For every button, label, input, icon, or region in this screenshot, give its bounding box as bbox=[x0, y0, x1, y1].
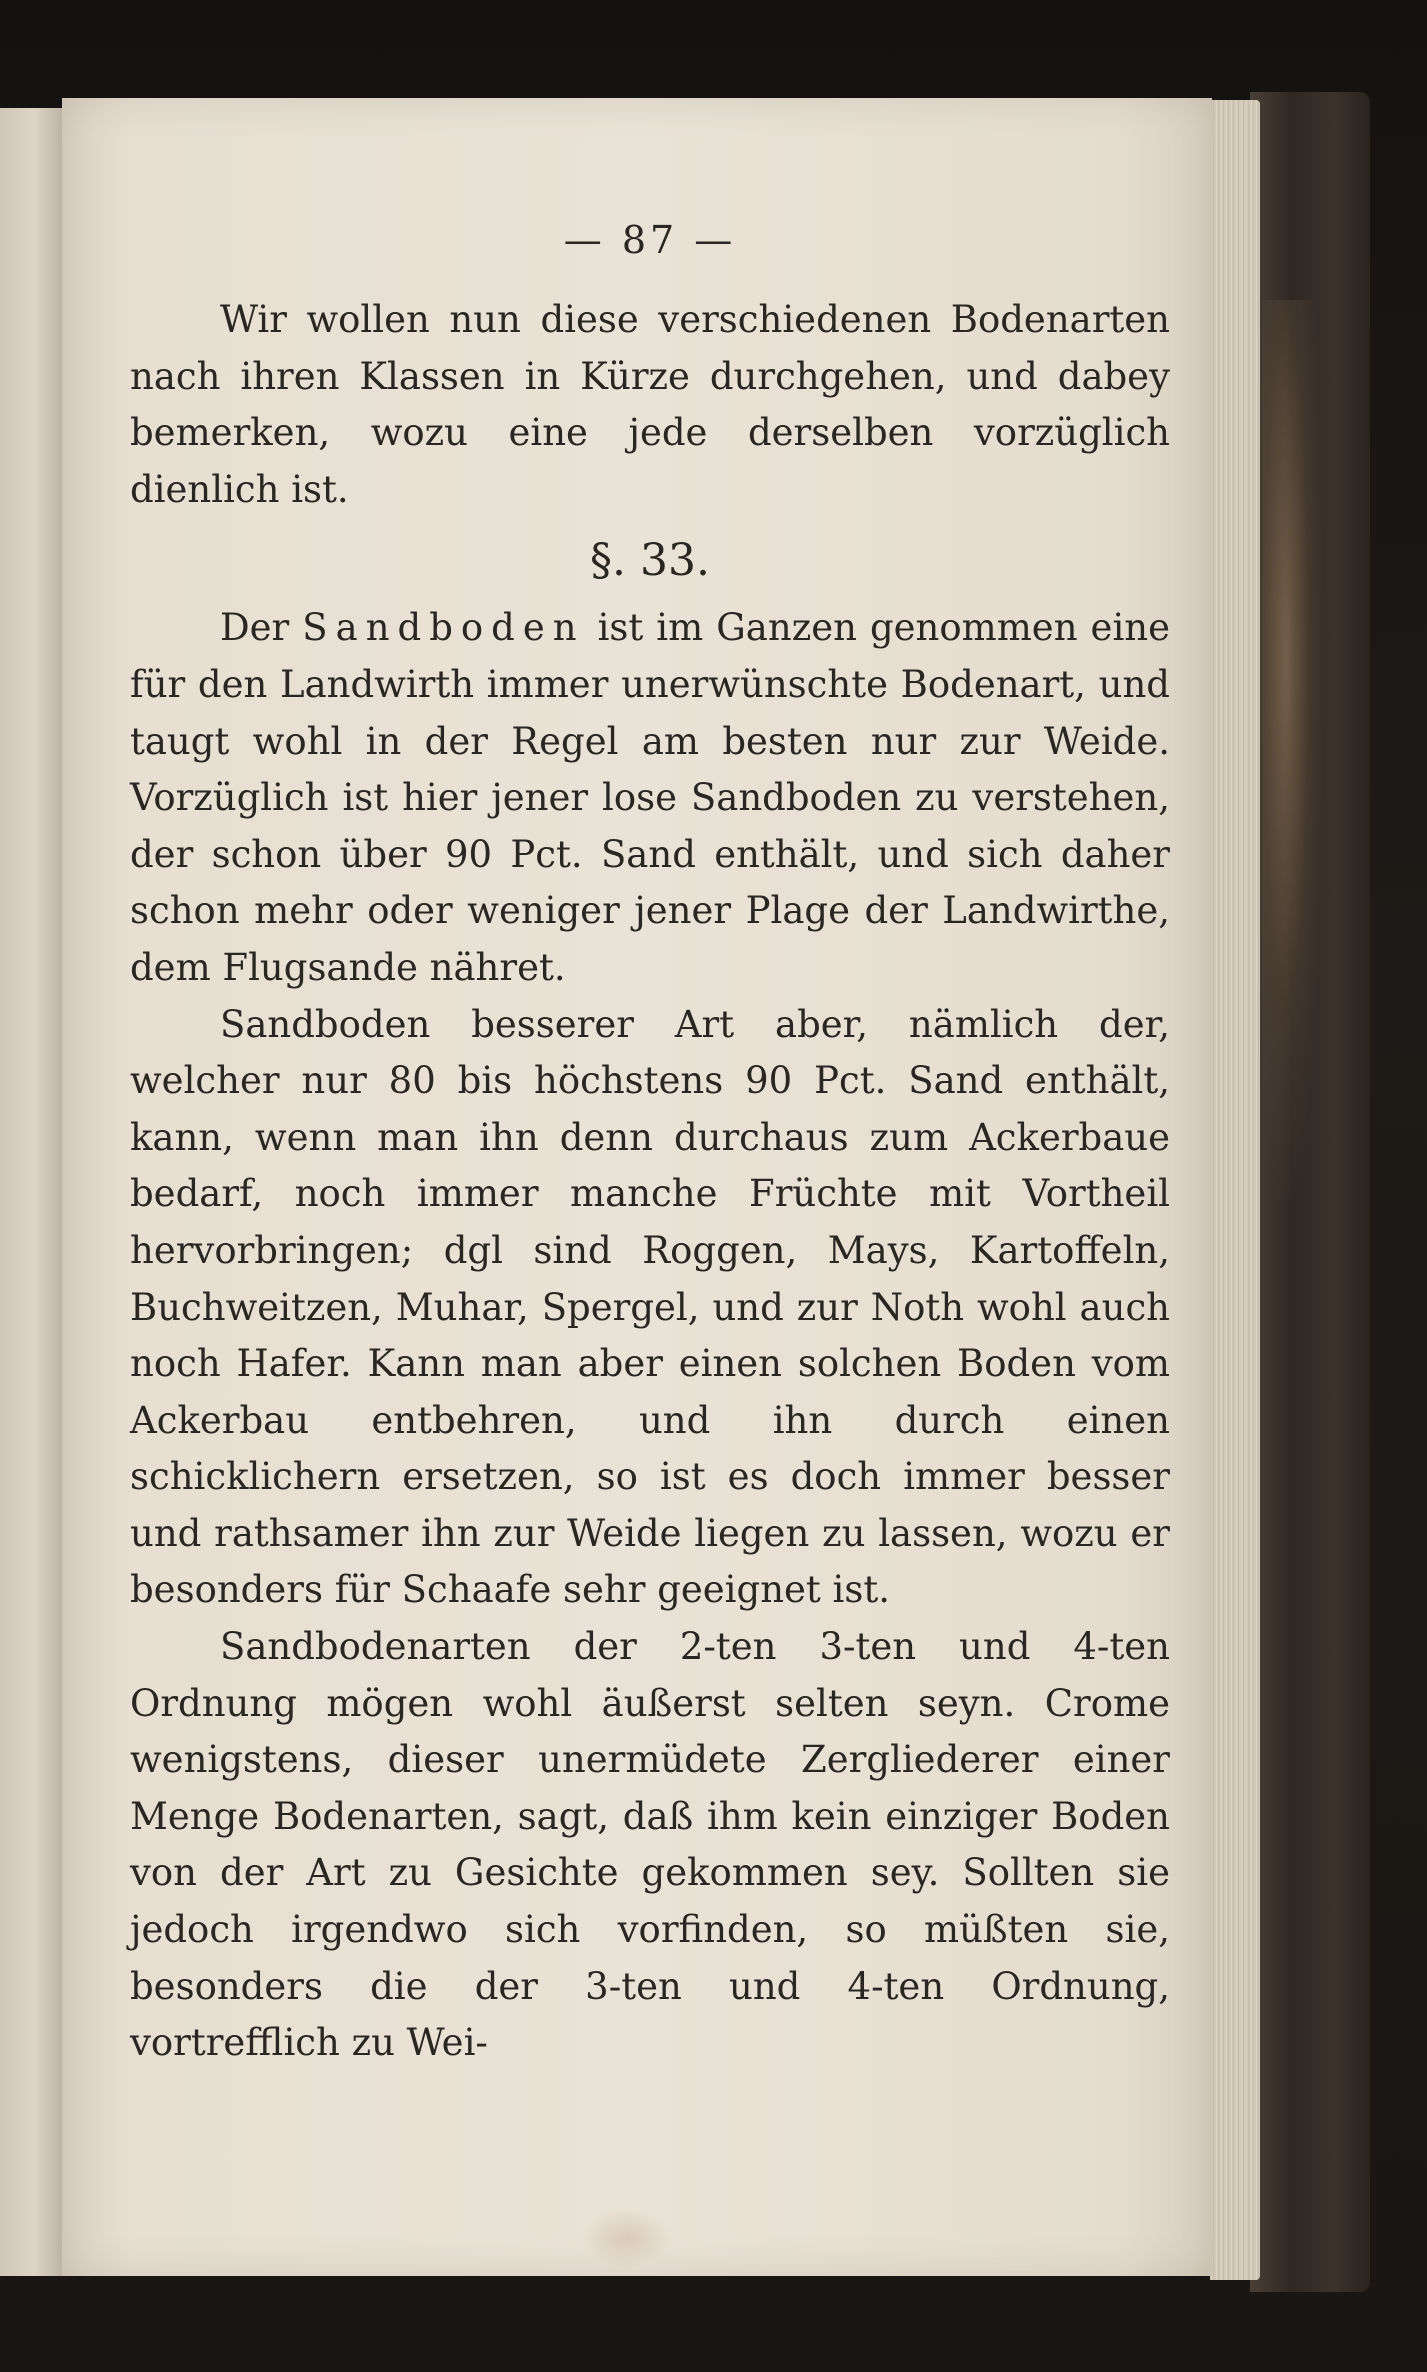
paragraph-sandboden bbox=[130, 600, 1170, 996]
cover-wear bbox=[1262, 300, 1322, 1200]
page-edges bbox=[1210, 100, 1260, 2280]
para-rest: ist im Ganzen genommen eine für den Landwirth immer unerwünschte Bodenart, und taugt wohl in der Regel am besten nur zur Weide. Vorzüglich ist hier jener lose Sandboden zu verstehen, der schon über 90 Pct. Sand enthält, und sich daher schon mehr oder weniger jener Plage der Landwirthe, dem Flugsande nähret. bbox=[130, 606, 1170, 989]
book-page bbox=[62, 98, 1212, 2276]
para-lead: Der bbox=[220, 606, 303, 650]
paragraph-ordnungen: Sandbodenarten der 2-ten 3-ten und 4-ten Ordnung mögen wohl äußerst selten seyn. Crome wenigstens, dieser unermüdete Zergliederer einer Menge Bodenarten, sagt, daß ihm kein einziger Boden von der Art zu Gesichte gekommen sey. Sollten sie jedoch irgendwo sich vorfinden, so müßten sie, besonders die der 3-ten und 4-ten Ordnung, vortrefflich zu Wei- bbox=[130, 1625, 1170, 2065]
spaced-term: Sandboden bbox=[302, 606, 585, 650]
left-page-edge bbox=[0, 108, 64, 2276]
section-heading: §. 33. bbox=[590, 535, 710, 587]
paragraph-besserer-art: Sandboden besserer Art aber, nämlich der, welcher nur 80 bis höchstens 90 Pct. Sand enthält, kann, wenn man ihn denn durchaus zum Ackerbaue bedarf, noch immer manche Früchte mit Vortheil hervorbringen; dgl sind Roggen, Mays, Kartoffeln, Buchweitzen, Muhar, Spergel, und zur Noth wohl auch noch Hafer. Kann man aber einen solchen Boden vom Ackerbau entbehren, und ihn durch einen schicklichern ersetzen, so ist es doch immer besser und rathsamer ihn zur Weide liegen zu lassen, wozu er besonders für Schaafe sehr geeignet ist. bbox=[130, 1002, 1170, 1612]
intro-paragraph: Wir wollen nun diese verschiedenen Bodenarten nach ihren Klassen in Kürze durchgehen, und dabey bemerken, wozu eine jede derselben vorzüglich dienlich ist. bbox=[130, 298, 1170, 511]
page-number: — 87 — bbox=[563, 218, 737, 262]
page-text bbox=[130, 218, 1170, 2072]
page-stain bbox=[582, 2208, 672, 2268]
